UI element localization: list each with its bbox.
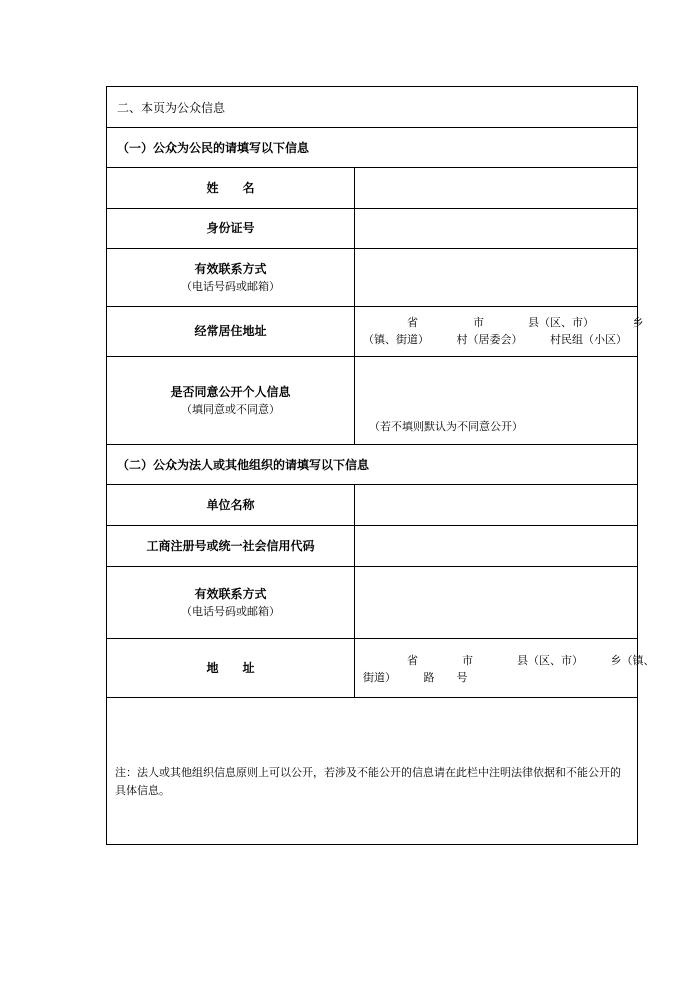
org-address-line-1: 省 市 县（区、市） 乡（镇、 bbox=[363, 654, 655, 667]
org-contact-field[interactable] bbox=[355, 567, 637, 638]
consent-sublabel: （填同意或不同意） bbox=[181, 402, 280, 416]
registration-code-field[interactable] bbox=[355, 526, 637, 566]
consent-field[interactable] bbox=[355, 357, 637, 444]
registration-code-label-cell bbox=[107, 526, 355, 566]
name-label: 姓 名 bbox=[206, 180, 255, 195]
org-contact-label-cell bbox=[107, 567, 355, 638]
name-label-cell bbox=[107, 168, 355, 208]
name-field[interactable] bbox=[355, 168, 637, 208]
note-row[interactable] bbox=[107, 698, 637, 844]
consent-row bbox=[107, 357, 637, 445]
citizen-contact-field[interactable] bbox=[355, 249, 637, 306]
org-contact-sublabel: （电话号码或邮箱） bbox=[181, 604, 280, 618]
residence-address-field[interactable] bbox=[355, 307, 644, 356]
org-section-title: （二）公众为法人或其他组织的请填写以下信息 bbox=[117, 458, 370, 472]
unit-name-label-cell bbox=[107, 485, 355, 525]
section-title: 二、本页为公众信息 bbox=[117, 100, 226, 115]
section-header-row bbox=[107, 87, 637, 128]
residence-address-label: 经常居住地址 bbox=[194, 324, 267, 338]
org-address-line-2: 街道） 路 号 bbox=[363, 671, 468, 684]
note-text: 注：法人或其他组织信息原则上可以公开，若涉及不能公开的信息请在此栏中注明法律依据和不能公开的具体信息。 bbox=[115, 766, 621, 797]
id-number-label-cell bbox=[107, 209, 355, 248]
id-number-row bbox=[107, 209, 637, 249]
unit-name-label: 单位名称 bbox=[206, 497, 255, 512]
citizen-contact-label-cell bbox=[107, 249, 355, 306]
citizen-section-row bbox=[107, 128, 637, 168]
registration-code-label: 工商注册号或统一社会信用代码 bbox=[146, 538, 315, 553]
org-address-field[interactable] bbox=[355, 639, 655, 697]
residence-address-row bbox=[107, 307, 644, 357]
org-contact-row bbox=[107, 567, 637, 639]
consent-default-hint: （若不填则默认为不同意公开） bbox=[369, 420, 523, 433]
citizen-contact-row bbox=[107, 249, 637, 307]
residence-address-line-2: （镇、街道） 村（居委会） 村民组（小区） bbox=[363, 333, 627, 346]
residence-address-label-cell bbox=[107, 307, 355, 356]
org-contact-label: 有效联系方式 bbox=[194, 586, 267, 601]
public-info-form-table bbox=[106, 86, 655, 845]
consent-label-cell bbox=[107, 357, 355, 444]
id-number-field[interactable] bbox=[355, 209, 637, 248]
citizen-section-title: （一）公众为公民的请填写以下信息 bbox=[117, 141, 310, 155]
org-address-row bbox=[107, 639, 655, 698]
org-address-label: 地 址 bbox=[206, 660, 255, 675]
consent-label: 是否同意公开个人信息 bbox=[170, 384, 291, 399]
registration-code-row bbox=[107, 526, 637, 567]
org-section-row bbox=[107, 445, 637, 485]
citizen-contact-label: 有效联系方式 bbox=[194, 261, 267, 276]
org-address-label-cell bbox=[107, 639, 355, 697]
residence-address-line-1: 省 市 县（区、市） 乡 bbox=[363, 316, 644, 329]
citizen-contact-sublabel: （电话号码或邮箱） bbox=[181, 279, 280, 293]
unit-name-row bbox=[107, 485, 637, 526]
unit-name-field[interactable] bbox=[355, 485, 637, 525]
id-number-label: 身份证号 bbox=[206, 221, 255, 235]
name-row bbox=[107, 168, 637, 209]
